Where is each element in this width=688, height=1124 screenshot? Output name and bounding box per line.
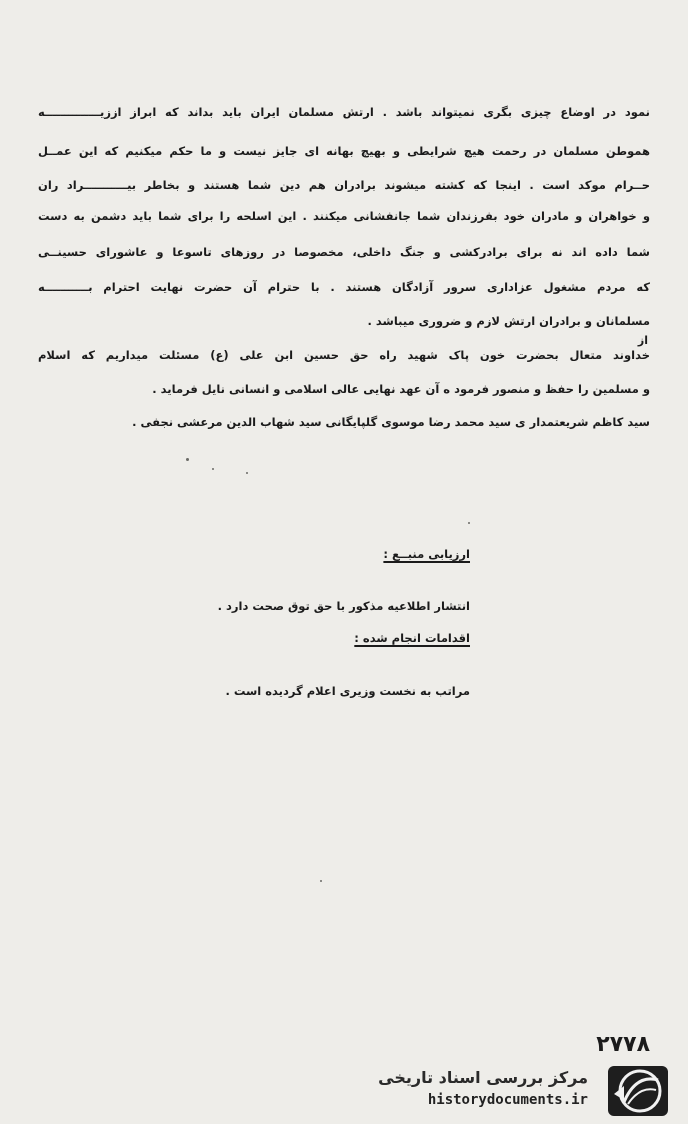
body-line: که مردم مشغول عزاداری سرور آزادگان هستند . با حترام آن حضرت نهایت احترام بـــــــــــه (38, 280, 650, 294)
body-line: هموطن مسلمان در رحمت هیچ شرایطی و بهیچ بهانه ای جایز نیست و ما حکم میکنیم که این عمــل (38, 144, 650, 158)
body-line: و خواهران و مادران خود بفرزندان شما جانفشانی میکنند . این اسلحه را برای شما باید دشمن به دست (38, 209, 650, 223)
scan-speck (320, 880, 322, 882)
scan-speck (246, 472, 248, 474)
page-number: ۲۷۷۸ (596, 1032, 650, 1057)
actions-taken-text: مراتب به نخست وزیری اعلام گردیده است . (225, 684, 470, 698)
scan-speck (186, 458, 189, 461)
archive-watermark (378, 1058, 680, 1120)
actions-taken-heading: اقدامات انجام شده : (354, 631, 470, 645)
scan-speck (468, 522, 470, 524)
body-line: نمود در اوضاع چیزی بگری نمیتواند باشد . ارتش مسلمان ایران باید بداند که ابراز اززیــــــــــــــه (38, 105, 650, 119)
history-documents-logo-icon (606, 1064, 670, 1118)
signatories-line: سید کاظم شریعتمدار ی سید محمد رضا موسوی گلپایگانی سید شهاب الدین مرعشی نجفی . (132, 415, 650, 429)
archive-name: مرکز بررسی اسناد تاریخی (378, 1068, 588, 1087)
body-line: حــرام موکد است . اینجا که کشته میشوند برادران هم دین شما هستند و بخاطر بیـــــــــــراد ران (38, 178, 650, 192)
source-evaluation-text: انتشار اطلاعیه مذکور با حق توق صحت دارد . (217, 599, 470, 613)
body-line: شما داده اند نه برای برادرکشی و جنگ داخلی، مخصوصا در روزهای تاسوعا و عاشورای حسینــی (38, 245, 650, 259)
body-line: و مسلمین را حفظ و منصور فرمود ه آن عهد نهایی عالی اسلامی و انسانی نایل فرماید . (152, 382, 650, 396)
inserted-word: از (637, 334, 648, 347)
scan-speck (212, 468, 214, 470)
body-line: مسلمانان و برادران ارتش لازم و ضروری میباشد . (367, 314, 650, 328)
body-line: خداوند متعال بحضرت خون پاک شهید راه حق حسین ابن علی (ع) مسئلت میداریم که اسلام (38, 348, 650, 362)
archive-url: historydocuments.ir (427, 1092, 588, 1108)
source-evaluation-heading: ارزیابی منبــع : (383, 547, 470, 561)
